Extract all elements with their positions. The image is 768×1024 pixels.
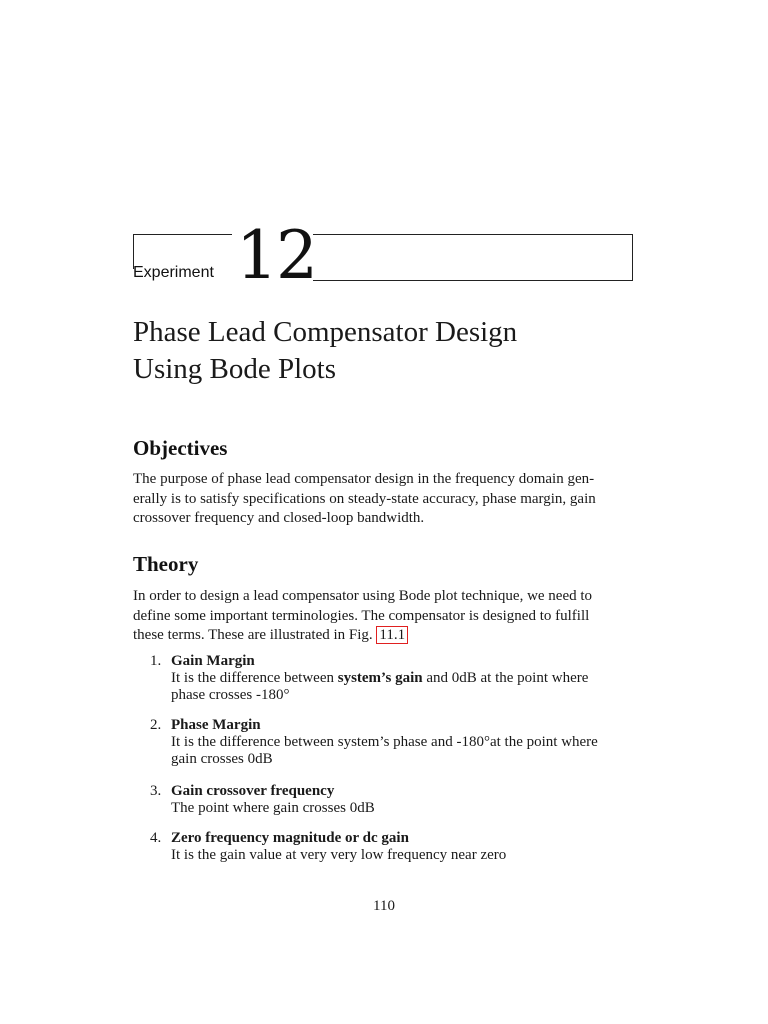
- text-line: [133, 626, 635, 646]
- text-line: gain crosses 0dB: [171, 751, 273, 767]
- term-heading: Gain crossover frequency: [171, 783, 335, 799]
- text-line: It is the gain value at very very low frequency near zero: [171, 847, 507, 863]
- text-fragment: and 0dB at the point where: [422, 670, 589, 686]
- text-line: The purpose of phase lead compensator design in the frequency domain gen-: [133, 471, 595, 487]
- chapter-number: 12: [236, 217, 316, 294]
- frame-line: [632, 234, 633, 281]
- list-number: 1.: [150, 653, 162, 669]
- term-heading: Phase Margin: [171, 717, 261, 733]
- page-title: [133, 314, 653, 388]
- text-line: It is the difference between system’s phase and -180°at the point where: [171, 734, 598, 750]
- figure-reference-link[interactable]: 11.1: [376, 626, 408, 644]
- frame-line: [133, 234, 232, 235]
- text-line: define some important terminologies. The compensator is designed to fulfill: [133, 607, 590, 624]
- list-number: 2.: [150, 717, 162, 733]
- theory-heading: Theory: [133, 552, 199, 576]
- bold-text: system’s gain: [337, 670, 423, 686]
- text-line: crossover frequency and closed-loop bandwidth.: [133, 510, 425, 526]
- objectives-heading: Objectives: [133, 436, 228, 460]
- text-line: phase crosses -180°: [171, 687, 290, 703]
- text-fragment: these terms. These are illustrated in Fig.: [133, 627, 377, 643]
- chapter-label: Experiment: [133, 264, 214, 281]
- text-line: In order to design a lead compensator using Bode plot technique, we need to: [133, 588, 593, 604]
- title-line: Phase Lead Compensator Design: [133, 316, 518, 348]
- term-heading: Gain Margin: [171, 653, 255, 669]
- list-item-body: [171, 783, 641, 817]
- text-line: [171, 670, 641, 687]
- text-line: The point where gain crosses 0dB: [171, 800, 375, 816]
- list-item-body: [171, 717, 641, 768]
- objectives-paragraph: [133, 470, 635, 529]
- text-line: erally is to satisfy specifications on steady-state accuracy, phase margin, gain: [133, 490, 596, 507]
- list-number: 3.: [150, 783, 162, 799]
- frame-line: [313, 234, 633, 235]
- term-heading: Zero frequency magnitude or dc gain: [171, 830, 409, 846]
- frame-line: [313, 280, 633, 281]
- text-fragment: It is the difference between: [171, 670, 338, 686]
- title-line: Using Bode Plots: [133, 353, 337, 385]
- list-number: 4.: [150, 830, 162, 846]
- theory-paragraph: [133, 587, 635, 646]
- list-item-body: [171, 653, 641, 704]
- page-number: 110: [373, 898, 395, 914]
- list-item-body: [171, 830, 641, 864]
